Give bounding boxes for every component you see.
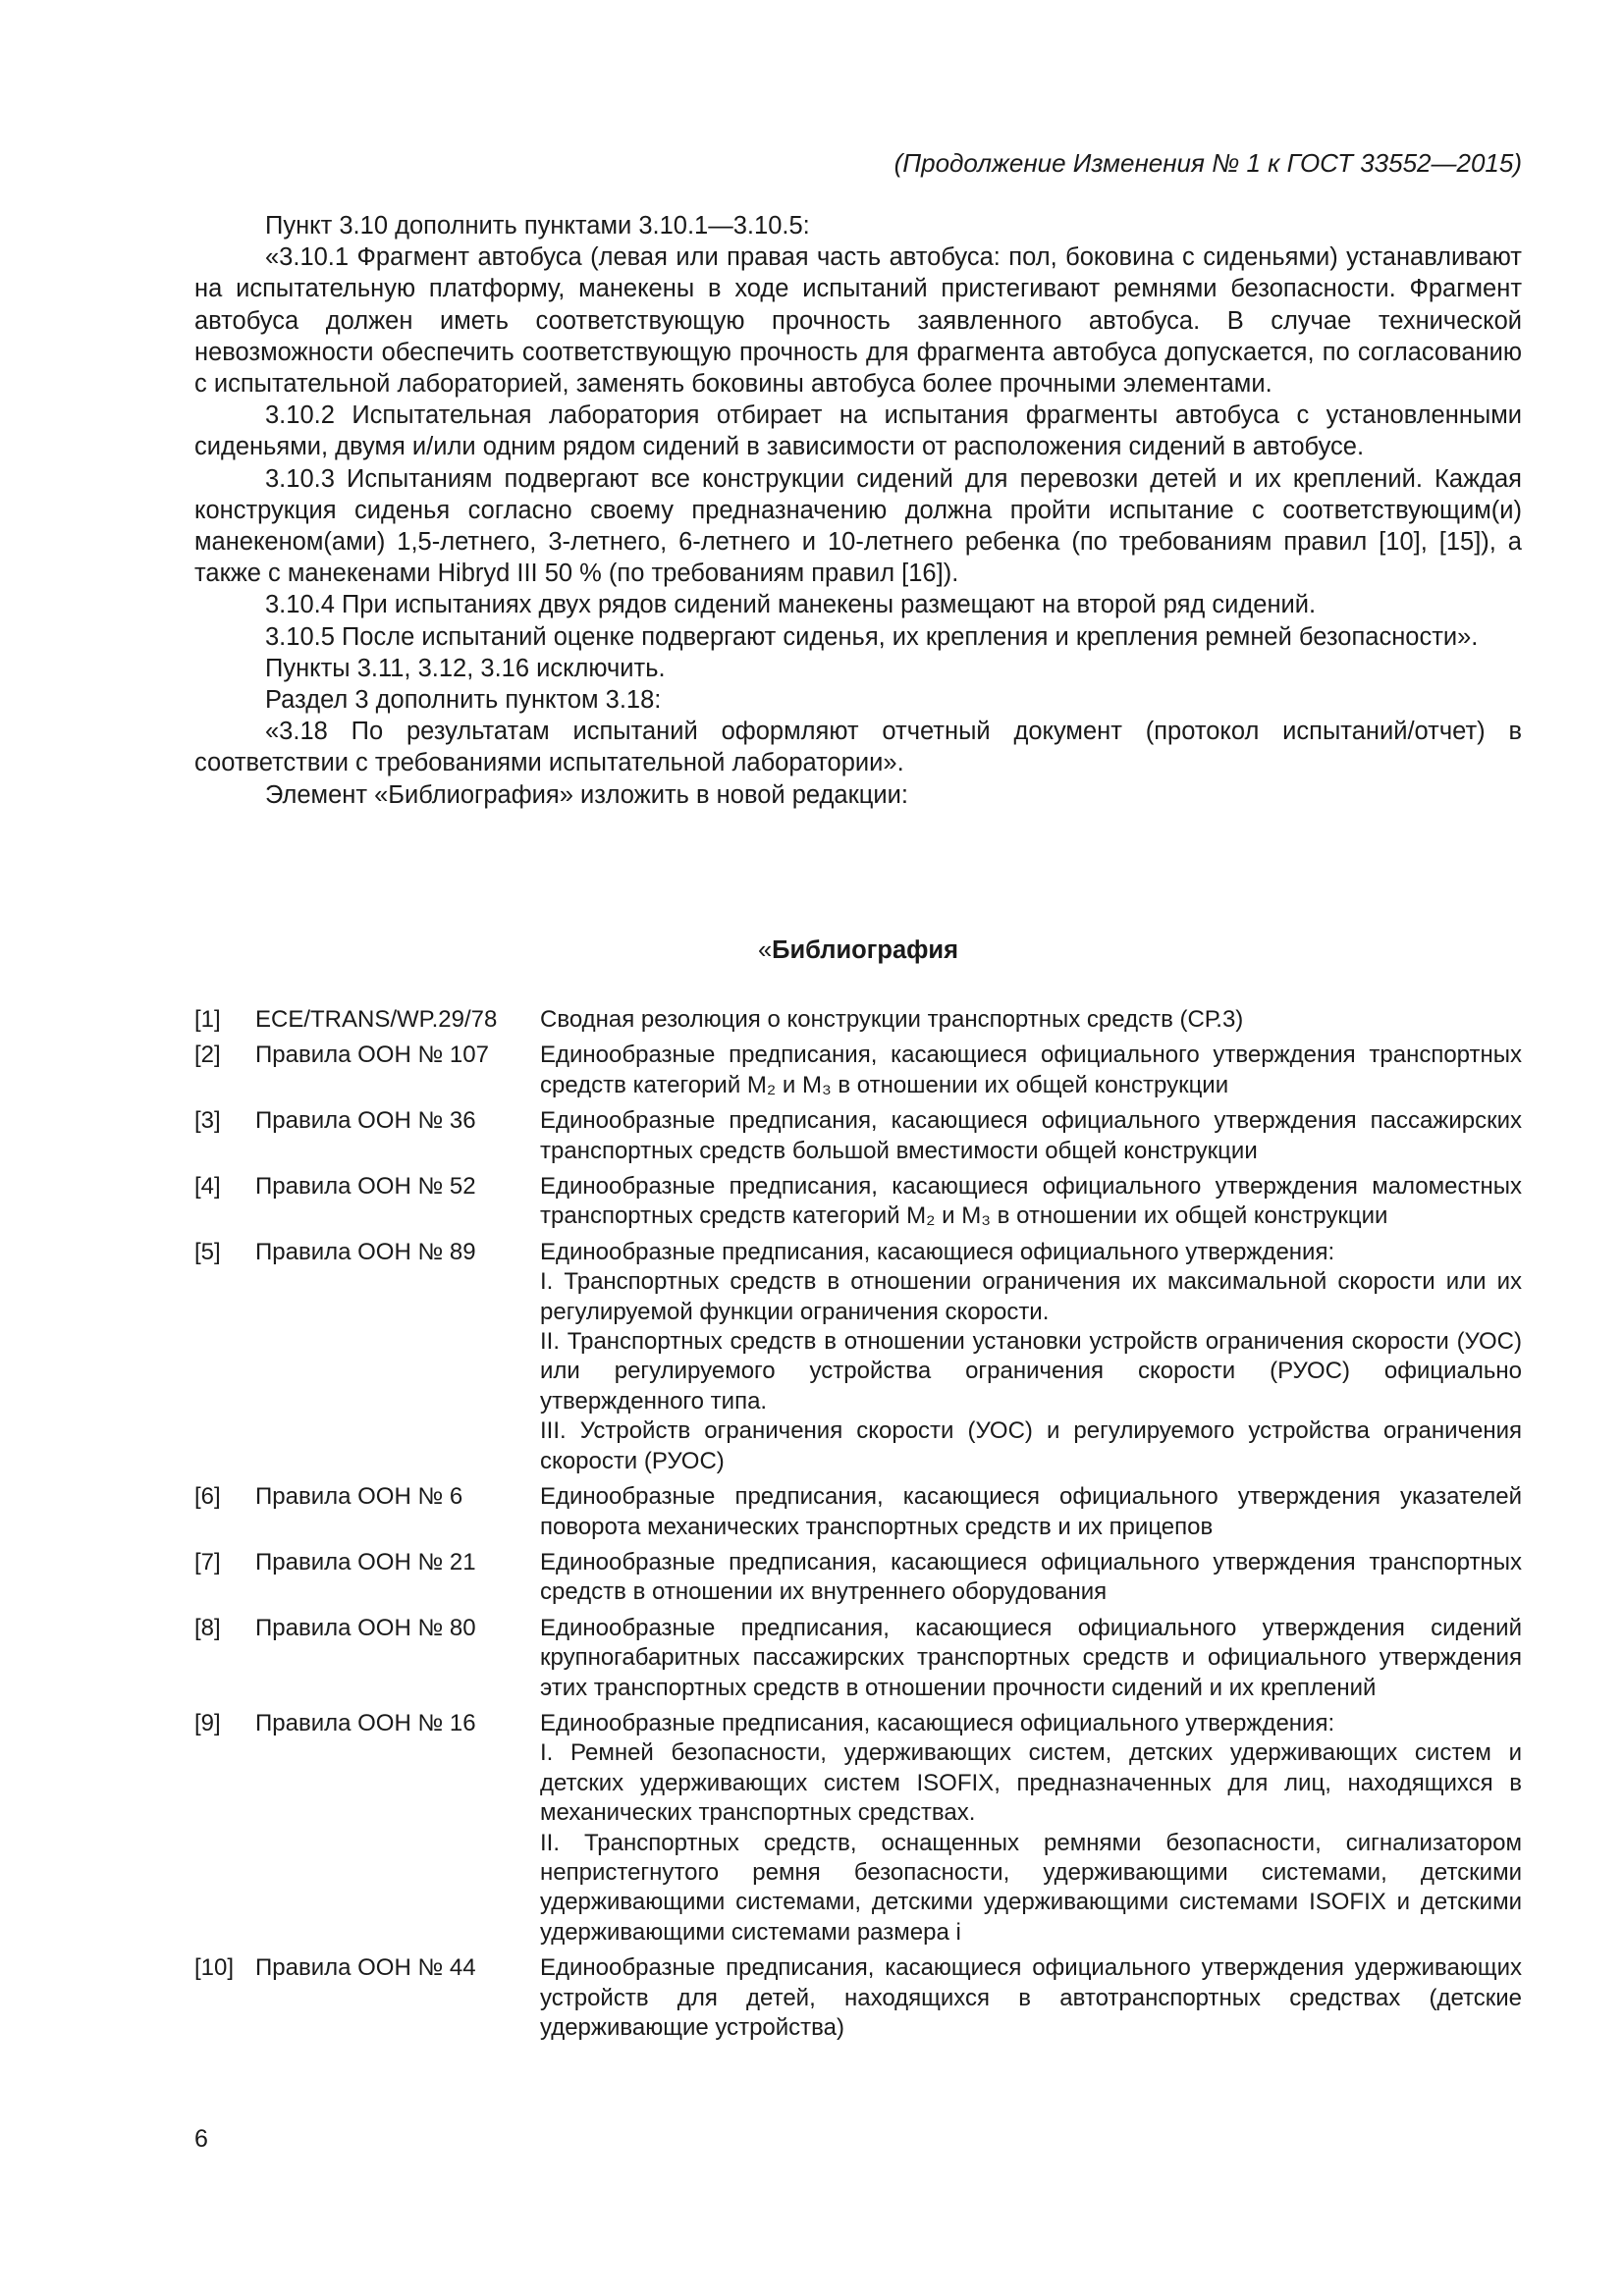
bibliography-entry-description bbox=[540, 1172, 1522, 1238]
bibliography-description-line: Единообразные предписания, касающиеся официального утверждения маломестных транспортных средств категорий M₂ и M₃ в отношении их общей конструкции bbox=[540, 1173, 1522, 1230]
bibliography-entry-number: [1] bbox=[194, 1006, 221, 1033]
bibliography-entry bbox=[194, 1482, 1522, 1548]
bibliography-open-quote: « bbox=[757, 936, 773, 964]
bibliography-entry-description bbox=[540, 1953, 1522, 2049]
paragraph: «3.10.1 Фрагмент автобуса (левая или правая часть автобуса: пол, боковина с сиденьями) устанавливают на испытательную платформу, манекены в ходе испытаний пристегивают ремнями безопасности. Фрагмент автобуса должен иметь соответствующую прочность заявленного автобуса. В случае технической невозможности обеспечить соответствующую прочность для фрагмента автобуса допускается, по согласованию с испытательной лабораторией, заменять боковины автобуса более прочными элементами. bbox=[194, 243, 1522, 399]
bibliography-entry-number: [8] bbox=[194, 1614, 221, 1641]
bibliography-entry-number: [3] bbox=[194, 1107, 221, 1135]
bibliography-entry bbox=[194, 1953, 1522, 2049]
bibliography-entry-number: [2] bbox=[194, 1041, 221, 1069]
bibliography-entry-number: [9] bbox=[194, 1709, 221, 1736]
bibliography-entry-source: Правила ООН № 80 bbox=[255, 1614, 476, 1641]
bibliography-description-line: II. Транспортных средств, оснащенных ремнями безопасности, сигнализатором непристегнутого ремня безопасности, удерживающими системами, детскими удерживающими системами, детскими удерживающими системами ISOFIX и детскими удерживающими системами размера i bbox=[540, 1829, 1522, 1946]
bibliography-entry bbox=[194, 1106, 1522, 1172]
bibliography-description-line: Единообразные предписания, касающиеся официального утверждения: bbox=[540, 1709, 1335, 1736]
bibliography-entry-description bbox=[540, 1482, 1522, 1548]
paragraph: Элемент «Библиография» изложить в новой редакции: bbox=[265, 780, 908, 809]
bibliography-entry bbox=[194, 1005, 1522, 1041]
bibliography-entry-description bbox=[540, 1548, 1522, 1614]
paragraph: Пункты 3.11, 3.12, 3.16 исключить. bbox=[265, 654, 666, 682]
bibliography-title: Библиография bbox=[772, 936, 958, 964]
bibliography-description-line: Единообразные предписания, касающиеся официального утверждения указателей поворота механических транспортных средств и их прицепов bbox=[540, 1483, 1522, 1540]
paragraph: Пункт 3.10 дополнить пунктами 3.10.1—3.10.5: bbox=[265, 212, 810, 240]
bibliography-entry-number: [6] bbox=[194, 1483, 221, 1511]
bibliography-entry-description bbox=[540, 1614, 1522, 1709]
bibliography-entry bbox=[194, 1172, 1522, 1238]
bibliography-entry-source: Правила ООН № 89 bbox=[255, 1238, 476, 1265]
bibliography-entry-description bbox=[540, 1238, 1522, 1482]
page-number: 6 bbox=[194, 2125, 208, 2153]
bibliography-description-line: Сводная резолюция о конструкции транспортных средств (СР.3) bbox=[540, 1006, 1244, 1033]
paragraph: 3.10.5 После испытаний оценке подвергают сиденья, их крепления и крепления ремней безопасности». bbox=[265, 622, 1479, 651]
bibliography-entry-number: [10] bbox=[194, 1954, 235, 1982]
bibliography-entry-source: Правила ООН № 36 bbox=[255, 1107, 476, 1135]
bibliography-description-line: Единообразные предписания, касающиеся официального утверждения сидений крупногабаритных пассажирских транспортных средств и официального утверждения этих транспортных средств в отношении прочности сидений и их креплений bbox=[540, 1614, 1522, 1701]
bibliography-entry-number: [5] bbox=[194, 1238, 221, 1265]
bibliography-description-line: II. Транспортных средств в отношении установки устройств ограничения скорости (УОС) или регулируемого устройства ограничения скорости (РУОС) официально утвержденного типа. bbox=[540, 1328, 1522, 1415]
bibliography-description-line: Единообразные предписания, касающиеся официального утверждения транспортных средств категорий M₂ и M₃ в отношении их общей конструкции bbox=[540, 1041, 1522, 1098]
bibliography-description-line: Единообразные предписания, касающиеся официального утверждения пассажирских транспортных средств большой вместимости общей конструкции bbox=[540, 1107, 1522, 1164]
bibliography-entry-description bbox=[540, 1709, 1522, 1953]
bibliography-table bbox=[194, 1005, 1522, 2049]
bibliography-entry bbox=[194, 1041, 1522, 1106]
paragraph: Раздел 3 дополнить пунктом 3.18: bbox=[265, 686, 662, 715]
bibliography-entry bbox=[194, 1548, 1522, 1614]
bibliography-entry-description bbox=[540, 1041, 1522, 1106]
bibliography-description-line: I. Транспортных средств в отношении ограничения их максимальной скорости или их регулируемой функции ограничения скорости. bbox=[540, 1268, 1522, 1325]
bibliography-entry bbox=[194, 1709, 1522, 1953]
bibliography-entry-source: Правила ООН № 44 bbox=[255, 1954, 476, 1982]
paragraph: 3.10.4 При испытаниях двух рядов сидений манекены размещают на второй ряд сидений. bbox=[265, 591, 1317, 619]
bibliography-entry-number: [7] bbox=[194, 1548, 221, 1575]
bibliography-entry bbox=[194, 1614, 1522, 1709]
body-text bbox=[194, 210, 1522, 811]
bibliography-description-line: Единообразные предписания, касающиеся официального утверждения транспортных средств в отношении их внутреннего оборудования bbox=[540, 1548, 1522, 1606]
bibliography-entry bbox=[194, 1238, 1522, 1482]
bibliography-description-line: I. Ремней безопасности, удерживающих систем, детских удерживающих систем и детских удерживающих систем ISOFIX, предназначенных для лиц, находящихся в механических транспортных средствах. bbox=[540, 1739, 1522, 1827]
bibliography-entry-source: ECE/TRANS/WP.29/78 bbox=[255, 1006, 498, 1033]
bibliography-description-line: Единообразные предписания, касающиеся официального утверждения удерживающих устройств для детей, находящихся в автотранспортных средствах (детские удерживающие устройства) bbox=[540, 1954, 1522, 2041]
bibliography-entry-source: Правила ООН № 52 bbox=[255, 1173, 476, 1201]
bibliography-entry-source: Правила ООН № 16 bbox=[255, 1709, 476, 1736]
bibliography-entry-number: [4] bbox=[194, 1173, 221, 1201]
bibliography-entry-description bbox=[540, 1106, 1522, 1172]
bibliography-entry-description bbox=[540, 1005, 1522, 1041]
bibliography-description-line: III. Устройств ограничения скорости (УОС) и регулируемого устройства ограничения скорости (РУОС) bbox=[540, 1417, 1522, 1474]
continuation-note: (Продолжение Изменения № 1 к ГОСТ 33552—2015) bbox=[893, 148, 1522, 178]
bibliography-description-line: Единообразные предписания, касающиеся официального утверждения: bbox=[540, 1238, 1335, 1265]
bibliography-heading bbox=[194, 934, 1522, 966]
bibliography-entry-source: Правила ООН № 107 bbox=[255, 1041, 489, 1069]
bibliography-entry-source: Правила ООН № 6 bbox=[255, 1483, 463, 1511]
paragraph: 3.10.2 Испытательная лаборатория отбирает на испытания фрагменты автобуса с установленными сиденьями, двумя и/или одним рядом сидений в зависимости от расположения сидений в автобусе. bbox=[194, 401, 1522, 461]
paragraph: «3.18 По результатам испытаний оформляют отчетный документ (протокол испытаний/отчет) в соответствии с требованиями испытательной лаборатории». bbox=[194, 718, 1522, 777]
paragraph: 3.10.3 Испытаниям подвергают все конструкции сидений для перевозки детей и их креплений. Каждая конструкция сиденья согласно своему предназначению должна пройти испытание с соответствующим(и) манекеном(ами) 1,5-летнего, 3-летнего, 6-летнего и 10-летнего ребенка (по требованиям правил [10], [15]), а также с манекенами Hibryd III 50 % (по требованиям правил [16]). bbox=[194, 464, 1522, 588]
bibliography-entry-source: Правила ООН № 21 bbox=[255, 1548, 476, 1575]
